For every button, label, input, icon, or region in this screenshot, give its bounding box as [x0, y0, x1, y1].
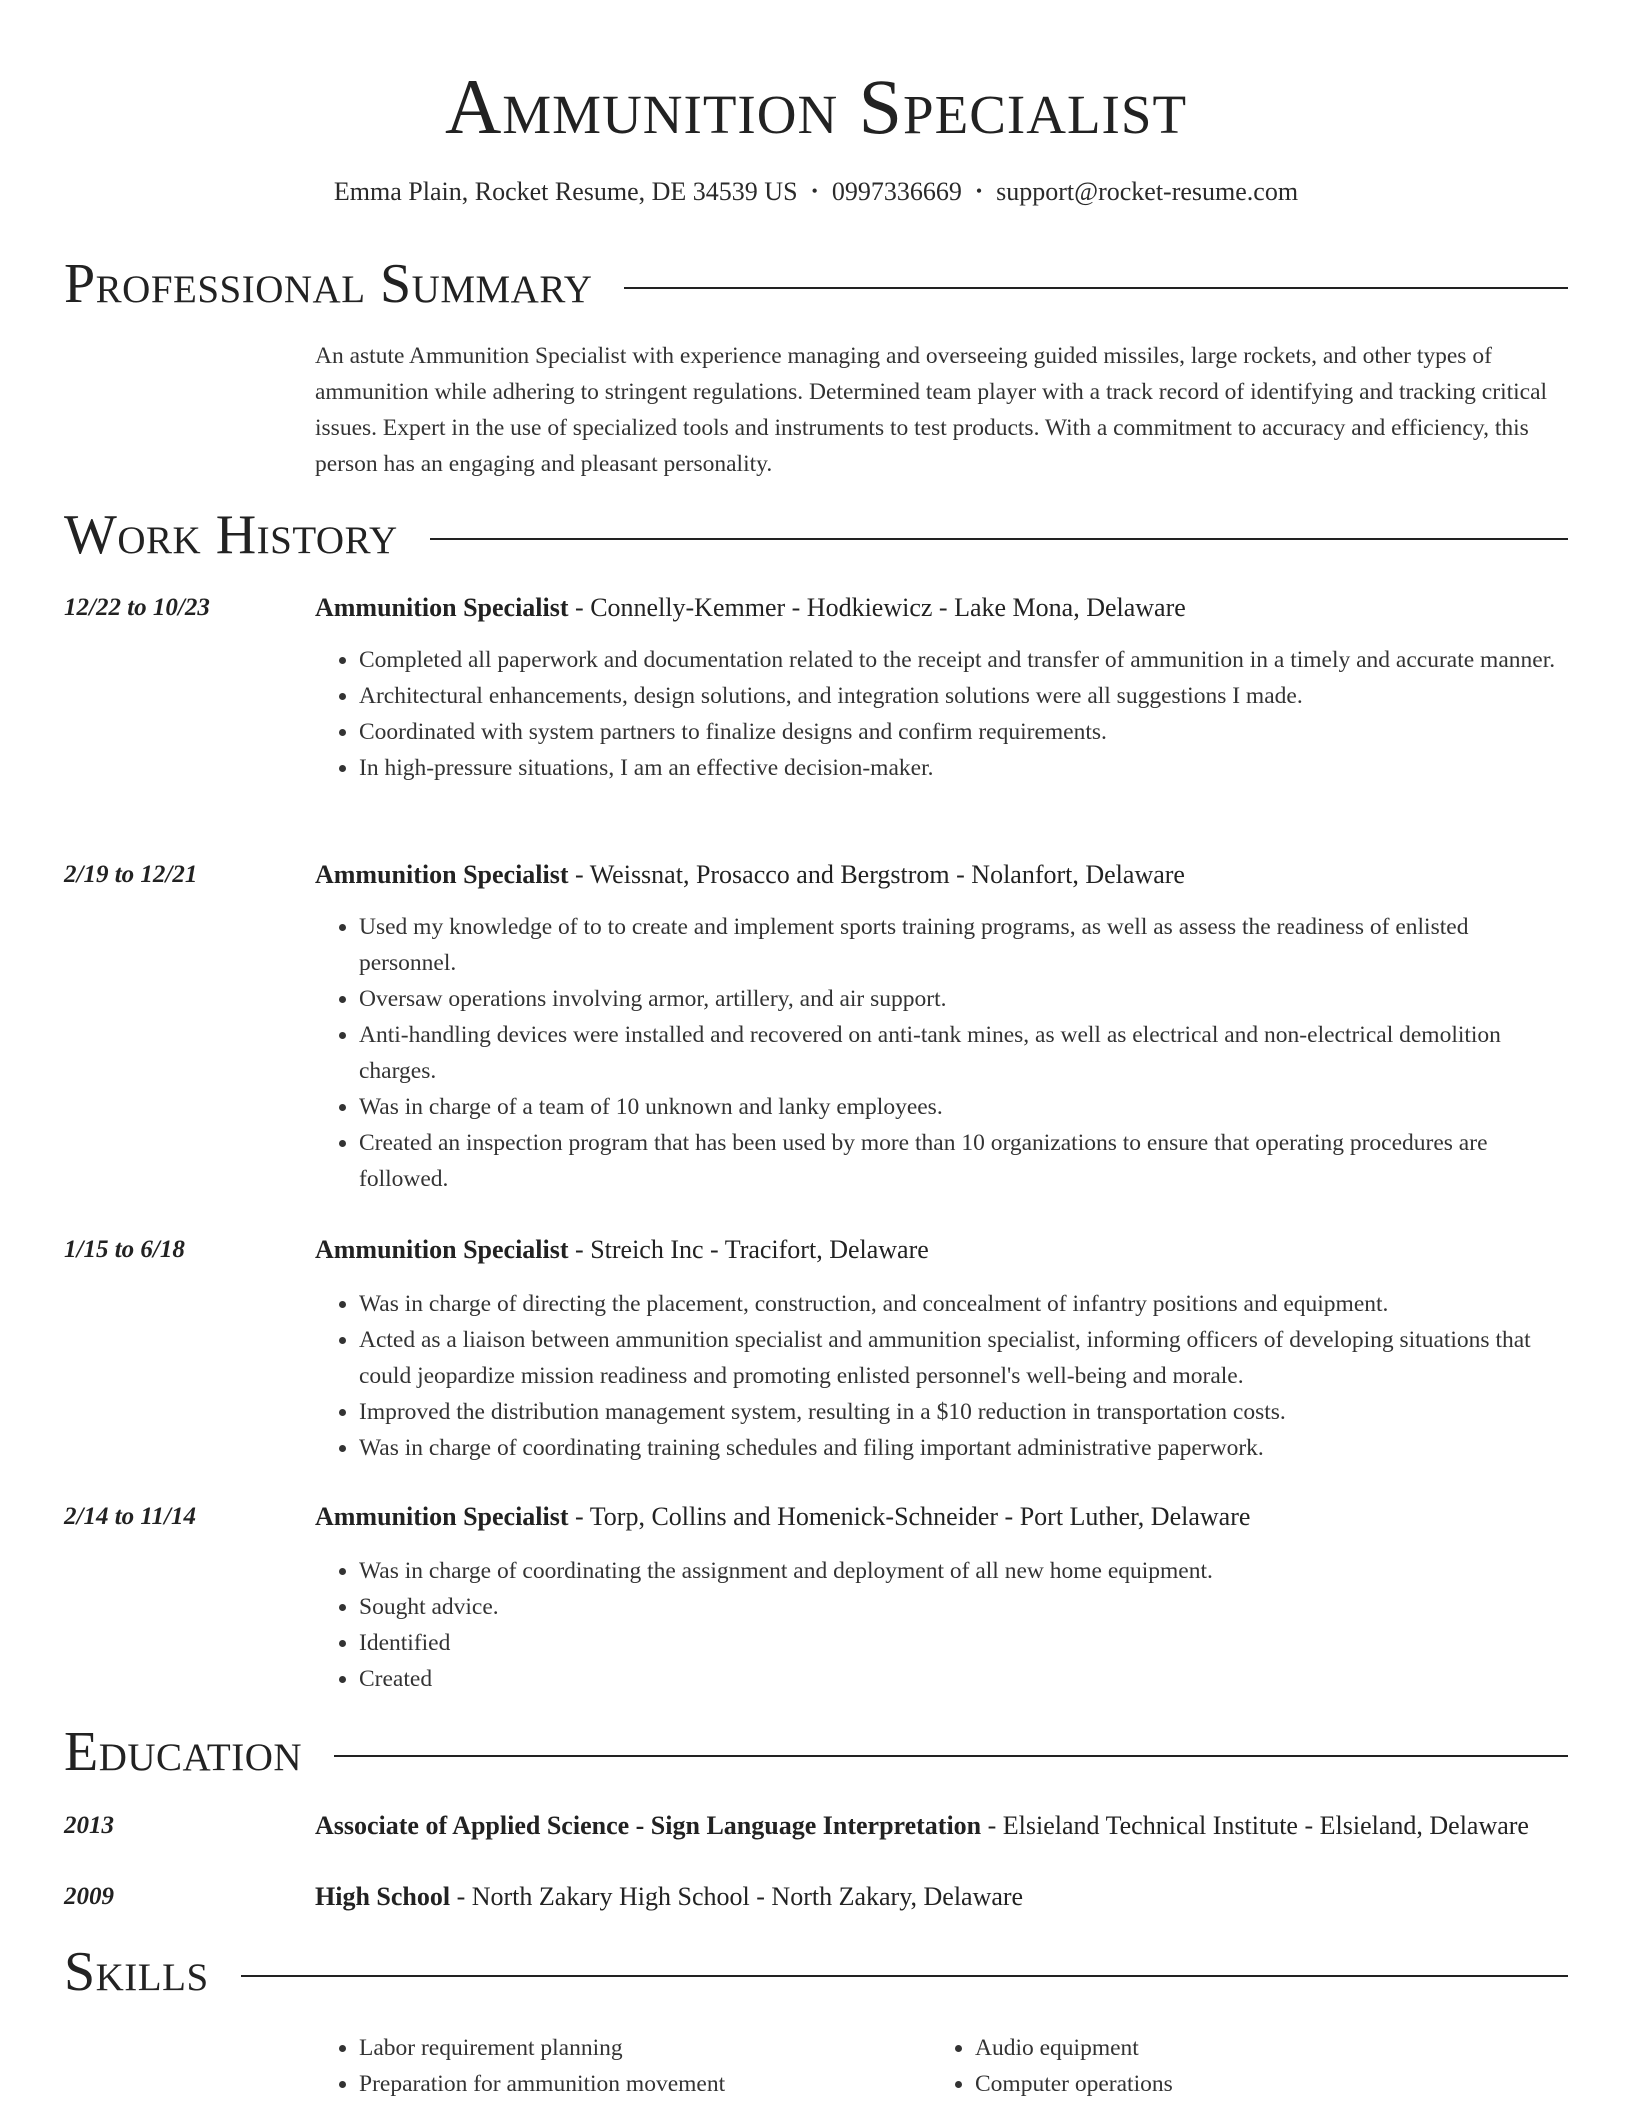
education-details: - Elsieland Technical Institute - Elsieland, Delaware [981, 1811, 1529, 1840]
work-headline [315, 1499, 1570, 1535]
list-item: • Was in charge of coordinating training schedules and filing important administrative paperwork. [359, 1430, 1570, 1466]
work-dates: 2/14 to 11/14 [64, 1503, 196, 1530]
list-item: • Anti-handling devices were installed and recovered on anti-tank mines, as well as electrical and non-electrical demolition charges. [359, 1017, 1570, 1089]
work-headline [315, 590, 1570, 626]
list-item: • Labor requirement planning [359, 2030, 931, 2066]
work-role: Ammunition Specialist [315, 860, 569, 889]
work-role: Ammunition Specialist [315, 1235, 569, 1264]
contact-separator: • [975, 181, 983, 201]
list-item: • Created [359, 1661, 1570, 1697]
section-education-header [64, 1720, 1568, 1784]
contact-phone: 0997336669 [831, 177, 962, 206]
list-item: • Sought advice. [359, 1589, 1570, 1625]
work-details: - Connelly-Kemmer - Hodkiewicz - Lake Mona, Delaware [568, 593, 1186, 622]
education-details: - North Zakary High School - North Zakary, Delaware [450, 1882, 1024, 1911]
section-divider [334, 1755, 1568, 1757]
work-details: - Streich Inc - Tracifort, Delaware [568, 1235, 929, 1264]
work-role: Ammunition Specialist [315, 593, 569, 622]
work-dates: 12/22 to 10/23 [64, 594, 210, 621]
list-item: • Improved the distribution management system, resulting in a $10 reduction in transportation costs. [359, 1394, 1570, 1430]
contact-separator: • [811, 181, 818, 201]
education-degree: High School [315, 1882, 451, 1911]
education-headline [315, 1879, 1570, 1915]
work-dates: 1/15 to 6/18 [64, 1236, 185, 1263]
education-year: 2013 [64, 1812, 114, 1839]
list-item: • Created an inspection program that has been used by more than 10 organizations to ensure that operating procedures are followed. [359, 1125, 1570, 1197]
list-item: • Coordinated with system partners to finalize designs and confirm requirements. [359, 714, 1570, 750]
work-headline [315, 857, 1570, 893]
summary-text: An astute Ammunition Specialist with experience managing and overseeing guided missiles, large rockets, and other types of ammunition while adhering to stringent regulations. Determined team player with a track record of identifying and tracking critical issues. Expert in the use of specialized tools and instruments to test products. With a commitment to accuracy and efficiency, this person has an engaging and pleasant personality. [315, 343, 1548, 477]
list-item: • Architectural enhancements, design solutions, and integration solutions were all suggestions I made. [359, 678, 1570, 714]
list-item: • Audio equipment [975, 2030, 1547, 2066]
work-bullets [315, 642, 1570, 786]
education-degree: Associate of Applied Science - Sign Language Interpretation [315, 1811, 982, 1840]
section-title: Education [64, 1721, 303, 1783]
section-title: Skills [64, 1941, 209, 2003]
work-dates: 2/19 to 12/21 [64, 861, 198, 888]
resume-title: Ammunition Specialist [444, 63, 1188, 150]
work-bullets [315, 1286, 1570, 1466]
list-item: • Preparation for ammunition movement [359, 2066, 931, 2102]
list-item: • Used my knowledge of to to create and implement sports training programs, as well as assess the readiness of enlisted personnel. [359, 909, 1570, 981]
list-item: • Computer operations [975, 2066, 1547, 2102]
skills-list [315, 2030, 1570, 2102]
education-headline [315, 1808, 1570, 1844]
work-role: Ammunition Specialist [315, 1502, 569, 1531]
contact-email: support@rocket-resume.com [996, 177, 1299, 206]
section-title: Professional Summary [64, 253, 593, 315]
skills-column-left [315, 2030, 931, 2102]
work-headline [315, 1232, 1570, 1268]
work-details: - Weissnat, Prosacco and Bergstrom - Nolanfort, Delaware [568, 860, 1185, 889]
work-bullets [315, 909, 1570, 1197]
skills-column-right [931, 2030, 1547, 2102]
education-year: 2009 [64, 1883, 114, 1910]
list-item: • Identified [359, 1625, 1570, 1661]
section-title: Work History [64, 504, 398, 566]
section-skills-header [64, 1940, 1568, 2004]
section-divider [241, 1975, 1568, 1977]
work-details: - Torp, Collins and Homenick-Schneider - Port Luther, Delaware [568, 1502, 1251, 1531]
list-item: • Oversaw operations involving armor, artillery, and air support. [359, 981, 1570, 1017]
list-item: • Was in charge of directing the placement, construction, and concealment of infantry positions and equipment. [359, 1286, 1570, 1322]
list-item: • Completed all paperwork and documentation related to the receipt and transfer of ammunition in a timely and accurate manner. [359, 642, 1570, 678]
contact-address: Emma Plain, Rocket Resume, DE 34539 US [333, 177, 798, 206]
list-item: • Was in charge of a team of 10 unknown and lanky employees. [359, 1089, 1570, 1125]
work-bullets [315, 1553, 1570, 1697]
section-divider [624, 287, 1568, 289]
section-summary-header [64, 252, 1568, 316]
contact-line [0, 174, 1632, 212]
list-item: • Acted as a liaison between ammunition specialist and ammunition specialist, informing officers of developing situations that could jeopardize mission readiness and promoting enlisted personnel's well-being and morale. [359, 1322, 1570, 1394]
list-item: • Was in charge of coordinating the assignment and deployment of all new home equipment. [359, 1553, 1570, 1589]
list-item: • In high-pressure situations, I am an effective decision-maker. [359, 750, 1570, 786]
section-work-header [64, 503, 1568, 567]
section-divider [430, 538, 1568, 540]
